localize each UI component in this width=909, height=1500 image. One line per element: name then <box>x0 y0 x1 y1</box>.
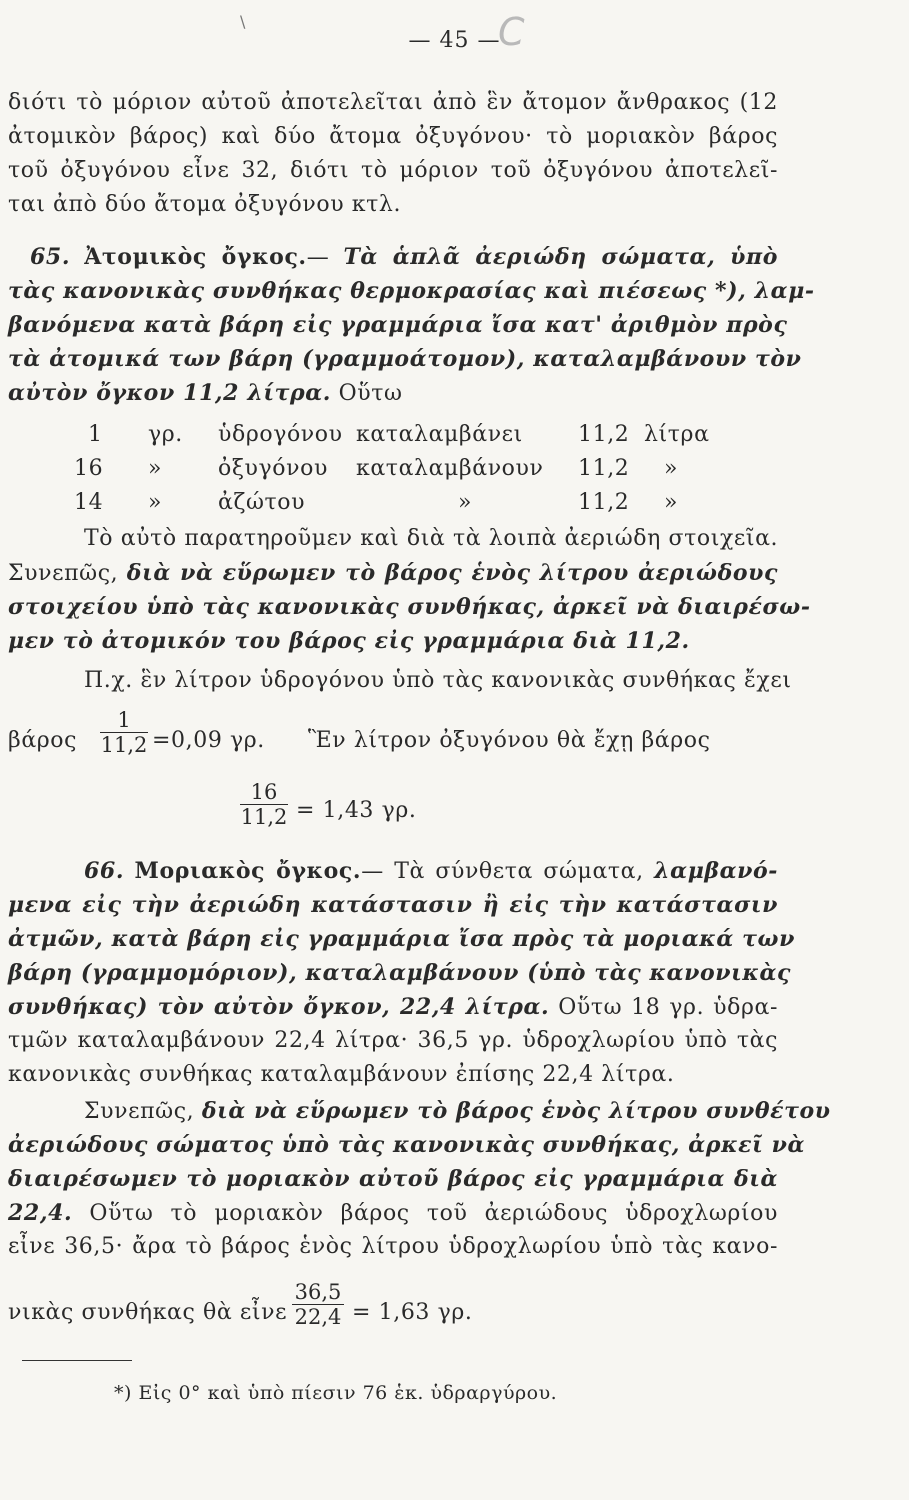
section-66-intro: Τὰ σύνθετα σώματα, <box>394 859 644 884</box>
section-65-number: 65. <box>30 244 71 270</box>
hydrochloric-result: = 1,63 γρ. <box>352 1300 473 1325</box>
section-66-dash: — <box>361 859 384 884</box>
intro-line-4: ται ἀπὸ δύο ἄτομα ὀξυγόνου κτλ. <box>8 192 402 217</box>
fraction-oxygen <box>240 780 288 829</box>
section-66-line-4: βάρη (γραμμομόριον), καταλαμβάνουν (ὑπὸ τὰς κανονικὰς <box>8 960 791 986</box>
row-1-verb: καταλαμβάνει <box>356 422 523 447</box>
volume-statement: αὐτὸν ὄγκον 11,2 λίτρα. <box>8 380 332 406</box>
intro-line-1: διότι τὸ μόριον αὐτοῦ ἀποτελεῖται ἀπὸ ἓν ἄτομον ἄνθρακος (12 <box>8 90 778 115</box>
section-66-conclusion-line-5: εἶνε 36,5· ἄρα τὸ βάρος ἑνὸς λίτρου ὑδροχλωρίου ὑπὸ τὰς κανο- <box>8 1234 778 1259</box>
row-1-unit: γρ. <box>148 422 183 447</box>
section-66-bold-start: λαμβανό- <box>654 858 779 884</box>
section-66-heading-line <box>84 854 778 889</box>
footnote: *) Εἰς 0° καὶ ὑπὸ πίεσιν 76 ἑκ. ὑδραργύρου. <box>114 1382 558 1404</box>
row-2-substance: ὀξυγόνου <box>218 456 328 481</box>
row-3-substance: ἀζώτου <box>218 490 306 515</box>
example-line: Π.χ. ἓν λίτρον ὑδρογόνου ὑπὸ τὰς κανονικὰς συνθήκας ἔχει <box>84 668 792 693</box>
row-3-verb: » <box>458 490 473 515</box>
row-3-volume-unit: » <box>664 490 679 515</box>
row-1-substance: ὑδρογόνου <box>218 422 343 447</box>
row-3-qty: 14 <box>74 490 104 515</box>
section-66-line-6: τμῶν καταλαμβάνουν 22,4 λίτρα· 36,5 γρ. ὑδροχλωρίου ὑπὸ τὰς <box>8 1028 778 1053</box>
oxygen-statement: Ἓν λίτρον ὀξυγόνου θὰ ἔχῃ βάρος <box>308 728 711 753</box>
section-65-dash: — <box>306 245 330 270</box>
row-2-verb: καταλαμβάνουν <box>356 456 544 481</box>
hydrochloric-example: Οὕτω τὸ μοριακὸν βάρος τοῦ ἀεριώδους ὑδροχλωρίου <box>72 1201 778 1226</box>
row-3-volume: 11,2 <box>578 490 630 515</box>
fraction-hydrochloric <box>292 1280 344 1329</box>
section-65-conclusion-line-1 <box>8 556 778 591</box>
section-66-line-2: μενα εἰς τὴν ἀεριώδη κατάστασιν ἢ εἰς τὴν κατάστασιν <box>8 892 778 918</box>
section-65-rule-line-3: βανόμενα κατὰ βάρη εἰς γραμμάρια ἴσα κατ' ἀριθμὸν πρὸς <box>8 312 788 338</box>
fraction-numerator: 36,5 <box>294 1280 342 1304</box>
footnote-divider <box>22 1360 132 1361</box>
section-65-rule-line-2: τὰς κανονικὰς συνθήκας θερμοκρασίας καὶ πιέσεως *), λαμ- <box>8 278 815 304</box>
consequently-word: Συνεπῶς, <box>8 561 119 586</box>
section-66-conclusion-line-1 <box>84 1094 831 1129</box>
section-66-conclusion-line-3: διαιρέσωμεν τὸ μοριακὸν αὐτοῦ βάρος εἰς γραμμάρια διὰ <box>8 1166 778 1192</box>
row-2-volume-unit: » <box>664 456 679 481</box>
intro-line-2: ἀτομικὸν βάρος) καὶ δύο ἄτομα ὀξυγόνου· τὸ μοριακὸν βάρος <box>8 124 778 149</box>
molar-volume-statement: συνθήκας) τὸν αὐτὸν ὄγκον, 22,4 λίτρα. <box>8 994 550 1020</box>
pencil-tick-mark: \ <box>240 12 246 31</box>
fraction-hydrogen <box>100 708 148 757</box>
thus-word: Οὕτω <box>331 381 403 406</box>
conclusion-bold-text: διὰ νὰ εὕρωμεν τὸ βάρος ἑνὸς λίτρου συνθέτου <box>201 1098 831 1124</box>
section-66-line-7: κανονικὰς συνθήκας καταλαμβάνουν ἐπίσης 22,4 λίτρα. <box>8 1062 675 1087</box>
section-65-title: Ἀτομικὸς ὄγκος. <box>84 244 307 270</box>
section-66-number: 66. <box>84 858 125 884</box>
conclusion-bold-text: διὰ νὰ εὕρωμεν τὸ βάρος ἑνὸς λίτρου ἀεριώδους <box>126 560 779 586</box>
section-65-heading-line <box>30 240 778 275</box>
page-number: — 45 — <box>408 28 501 53</box>
row-1-volume: 11,2 <box>578 422 630 447</box>
row-2-unit: » <box>148 456 163 481</box>
oxygen-result: = 1,43 γρ. <box>296 798 417 823</box>
section-66-conclusion-line-4 <box>8 1196 778 1231</box>
section-66-line-5 <box>8 990 778 1025</box>
hydrogen-result: =0,09 γρ. <box>152 728 265 753</box>
water-example: Οὕτω 18 γρ. ὑδρα- <box>549 995 779 1020</box>
section-65-rule-line-5 <box>8 376 778 411</box>
divisor-value: 22,4. <box>8 1200 73 1226</box>
pencil-annotation: C <box>498 10 525 54</box>
section-65-observation: Τὸ αὐτὸ παρατηροῦμεν καὶ διὰ τὰ λοιπὰ ἀεριώδη στοιχεῖα. <box>84 526 779 551</box>
fraction-numerator: 1 <box>117 708 131 732</box>
section-65-rule-line-4: τὰ ἀτομικά των βάρη (γραμμοάτομον), καταλαμβάνουν τὸν <box>8 346 802 372</box>
section-66-title: Μοριακὸς ὄγκος. <box>134 858 362 884</box>
fraction-denominator: 22,4 <box>292 1304 344 1329</box>
section-66-conclusion-line-2: ἀεριώδους σώματος ὑπὸ τὰς κανονικὰς συνθήκας, ἀρκεῖ νὰ <box>8 1132 806 1158</box>
row-1-qty: 1 <box>88 422 103 447</box>
final-statement: νικὰς συνθήκας θὰ εἶνε <box>8 1300 288 1325</box>
section-65-conclusion-line-3: μεν τὸ ἀτομικόν του βάρος εἰς γραμμάρια διὰ 11,2. <box>8 628 690 654</box>
section-65-rule-line-1: Τὰ ἁπλᾶ ἀεριώδη σώματα, ὑπὸ <box>343 244 778 270</box>
weight-word: βάρος <box>8 728 78 753</box>
row-1-volume-unit: λίτρα <box>644 422 710 447</box>
row-2-qty: 16 <box>74 456 104 481</box>
intro-line-3: τοῦ ὀξυγόνου εἶνε 32, διότι τὸ μόριον τοῦ ὀξυγόνου ἀποτελεῖ- <box>8 158 778 183</box>
section-66-line-3: ἀτμῶν, κατὰ βάρη εἰς γραμμάρια ἴσα πρὸς τὰ μοριακά των <box>8 926 795 952</box>
row-2-volume: 11,2 <box>578 456 630 481</box>
section-65-conclusion-line-2: στοιχείου ὑπὸ τὰς κανονικὰς συνθήκας, ἀρκεῖ νὰ διαιρέσω- <box>8 594 811 620</box>
fraction-denominator: 11,2 <box>100 733 148 757</box>
consequently-word: Συνεπῶς, <box>84 1099 195 1124</box>
fraction-denominator: 11,2 <box>240 805 288 829</box>
fraction-numerator: 16 <box>250 780 278 804</box>
row-3-unit: » <box>148 490 163 515</box>
